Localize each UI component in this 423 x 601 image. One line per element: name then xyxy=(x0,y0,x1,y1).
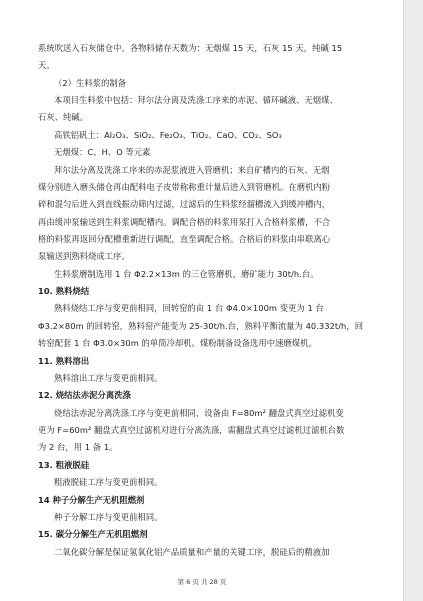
text-line: 泵输送到熟料烧成工序。 xyxy=(38,251,130,261)
text-line: 碎和混匀后进入到直线振动筛内过滤，过滤后的生料浆经溜槽流入到缓冲槽内， xyxy=(38,199,331,209)
section-heading: 11. 熟料溶出 xyxy=(38,356,90,366)
section-heading: 14 种子分解生产无机阻燃剂 xyxy=(38,495,145,505)
text-line: 熟料溶出工序与变更前相同。 xyxy=(54,373,163,383)
page-number-footer: 第 6 页 共 28 页 xyxy=(177,578,227,586)
text-line: 转窑配套 1 台 Φ3.0×30m 的单筒冷却机。煤粉制备设备选用中速磨煤机。 xyxy=(38,338,317,348)
text-line: 再由缓冲泵输送到生料浆调配槽内。调配合格的料浆用泵打入合格料浆槽，不合 xyxy=(38,217,331,227)
section-heading: 15. 碳分分解生产无机阻燃剂 xyxy=(38,529,148,539)
text-line: 高铁铝矾土：Al₂O₃、SiO₂、Fe₂O₃、TiO₂、CaO、CO₂、SO₃ xyxy=(54,130,282,140)
text-line: 天。 xyxy=(38,60,55,70)
section-heading: 10. 熟料烧结 xyxy=(38,286,90,296)
text-line: 煤分别进入磨头储仓再由配料电子皮带称称重计量后进入到管磨机。在磨机内粉 xyxy=(38,182,331,192)
text-line: 本项目生料浆中包括：拜尔法分离及洗涤工序来的赤泥、循环碱液、无烟煤、 xyxy=(54,95,338,105)
text-line: 生料浆磨制选用 1 台 Φ2.2×13m 的三仓管磨机，磨矿能力 30t/h.台。 xyxy=(54,269,319,279)
section-heading: （2）生料浆的制备 xyxy=(54,78,127,88)
section-heading: 12. 烧结法赤泥分离洗涤 xyxy=(38,390,131,400)
text-line: Φ3.2×80m 的回转窑，熟料窑产能变为 25-30t/h.台，熟料平衡流量为 40.332t/h，回 xyxy=(38,321,364,331)
section-heading: 13. 粗液脱硅 xyxy=(38,460,90,470)
text-line: 更为 F=60m² 翻盘式真空过滤机对进行分离洗涤，需翻盘式真空过滤机过滤机台数 xyxy=(38,425,345,435)
text-line: 烧结法赤泥分离洗涤工序与变更前相同，设备由 F=80m² 翻盘式真空过滤机变 xyxy=(54,408,344,418)
text-line: 熟料烧结工序与变更前相同，回转窑的由 1 台 Φ4.0×100m 变更为 1 台 xyxy=(54,303,324,313)
text-line: 拜尔法分离及洗涤工序来的赤泥浆液进入管磨机；来自矿槽内的石灰、无烟 xyxy=(54,165,330,175)
text-line: 二氧化碳分解是保证氢氧化铝产品质量和产量的关键工序，脱硅后的精液加 xyxy=(54,547,330,557)
text-line: 无烟煤：C、H、O 等元素 xyxy=(54,147,151,157)
vertical-scrollbar[interactable] xyxy=(403,0,423,601)
text-line: 种子分解工序与变更前相同。 xyxy=(54,512,163,522)
text-line: 粗液脱硅工序与变更前相同。 xyxy=(54,477,163,487)
text-line: 石灰、纯碱。 xyxy=(38,112,89,122)
text-line: 系统吹送入石灰储仓中。各物料储存天数为：无烟煤 15 天，石灰 15 天，纯碱 15 xyxy=(38,43,343,53)
text-line: 为 2 台，用 1 备 1。 xyxy=(38,442,118,452)
text-line: 格的料浆再返回分配槽重新进行调配，直至调配合格。合格后的料浆由串联离心 xyxy=(38,234,331,244)
